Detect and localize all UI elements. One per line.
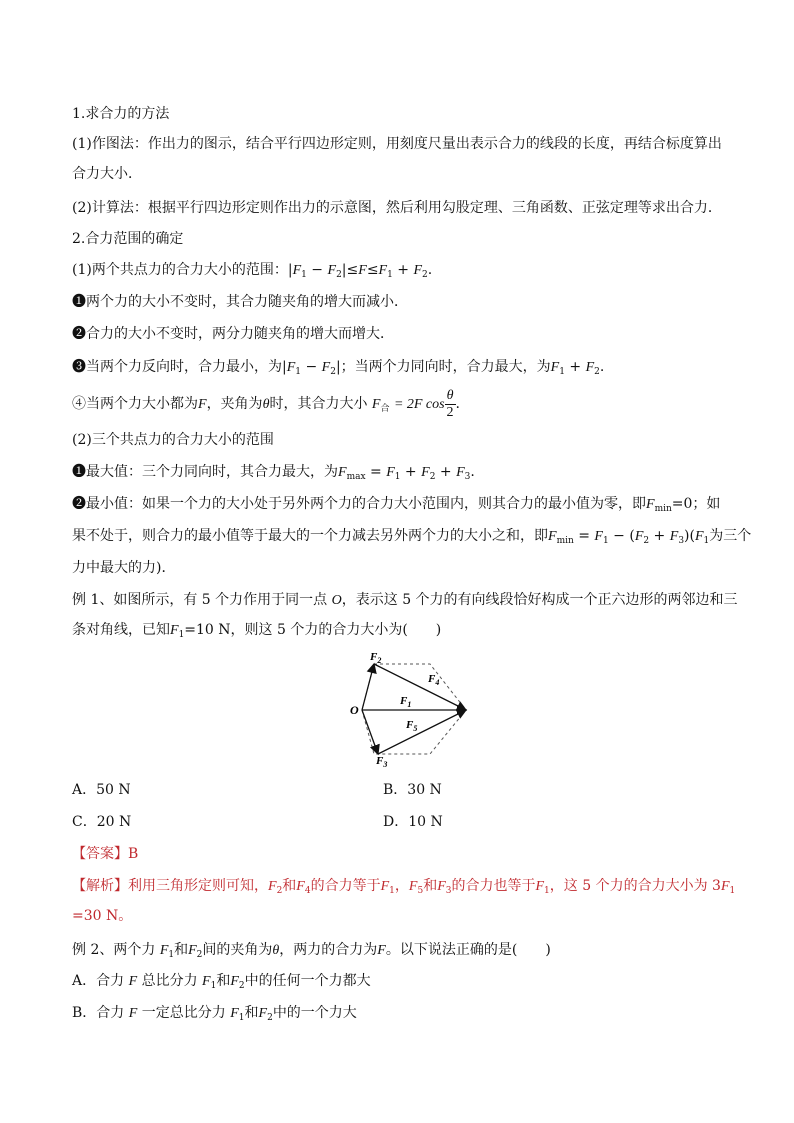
rule-item-3: ❸当两个力反向时，合力最小，为$|F_1 - F_2|$；当两个力同向时，合力最大，为$F_1 + F_2$. xyxy=(72,359,605,377)
example1-answer: 【答案】B xyxy=(72,846,139,862)
hexagon-force-diagram xyxy=(340,648,480,768)
section1-paragraph1-line2: 合力大小． xyxy=(72,166,142,182)
example1-analysis-line2: =30 N。 xyxy=(72,908,133,924)
vector-f4 xyxy=(374,664,466,710)
half-angle-fraction: $\frac{\theta}{2}$ xyxy=(446,387,454,420)
rule-item-4: ④当两个力大小都为F，夹角为θ时，其合力大小 $F_合 = 2F$ cos $\frac{\theta}{2}$ . xyxy=(72,387,460,420)
example2-question: 例 2、两个力 $F_1$和$F_2$间的夹角为θ，两力的合力为F。以下说法正确的是( ) xyxy=(72,942,551,960)
example1-analysis-line1: 【解析】利用三角形定则可知，$F_2$和$F_4$的合力等于$F_1$，$F_5$和$F_3$的合力也等于$F_1$，这 5 个力的合力大小为 $3F_1$ xyxy=(72,878,736,896)
label-f4: $F_4$ xyxy=(428,673,440,687)
min-value-rule-line1: ❷最小值：如果一个力的大小处于另外两个力的合力大小范围内，则其合力的最小值为零，即$F_{min}=0$；如 xyxy=(72,496,721,514)
section1-paragraph2: (2)计算法：根据平行四边形定则作出力的示意图，然后利用勾股定理、三角函数、正弦定理等求出合力． xyxy=(72,200,722,216)
label-f5: $F_5$ xyxy=(406,719,418,733)
example1-question-line1: 例 1、如图所示，有 5 个力作用于同一点 O，表示这 5 个力的有向线段恰好构成一个正六边形的两邻边和三 xyxy=(72,592,738,608)
min-value-rule-line2: 果不处于，则合力的最小值等于最大的一个力减去另外两个力的大小之和，即$F_{min} = F_1 - (F_2 + F_3)(F_1$为三个 xyxy=(72,528,752,546)
section1-title: 1.求合力的方法 xyxy=(72,106,170,122)
example1-option-c: C．20 N xyxy=(72,814,132,830)
example1-option-b: B．30 N xyxy=(383,782,442,798)
vector-f2 xyxy=(362,664,374,710)
section1-paragraph1-line1: (1)作图法：作出力的图示，结合平行四边形定则，用刻度尺量出表示合力的线段的长度，再结合标度算出 xyxy=(72,136,722,152)
vector-f5 xyxy=(378,710,466,754)
label-f2: $F_2$ xyxy=(370,651,382,665)
section2-title: 2.合力范围的确定 xyxy=(72,231,184,247)
example2-option-a: A．合力 F 总比分力 $F_1$和$F_2$中的任何一个力都大 xyxy=(72,973,371,991)
three-force-range-title: (2)三个共点力的合力大小的范围 xyxy=(72,432,274,448)
two-force-range: (1)两个共点力的合力大小的范围：$|F_1 - F_2|\le F\le F_1 + F_2$. xyxy=(72,262,433,280)
vector-f3 xyxy=(362,710,378,754)
example2-option-b: B．合力 F 一定总比分力 $F_1$和$F_2$中的一个力大 xyxy=(72,1005,357,1023)
rule-item-1: ❶两个力的大小不变时，其合力随夹角的增大而减小． xyxy=(72,294,408,310)
rule-item-2: ❷合力的大小不变时，两分力随夹角的增大而增大． xyxy=(72,326,394,342)
label-f3: $F_3$ xyxy=(376,755,388,768)
hexagon-outline xyxy=(362,664,466,754)
min-value-rule-line3: 力中最大的力)． xyxy=(72,560,176,576)
label-o: O xyxy=(350,703,359,717)
example1-option-d: D．10 N xyxy=(383,814,443,830)
max-value-rule: ❶最大值：三个力同向时，其合力最大，为$F_{max} = F_1 + F_2 + F_3$. xyxy=(72,464,475,482)
example1-question-line2: 条对角线，已知$F_1=10$ N，则这 5 个力的合力大小为( ) xyxy=(72,622,442,640)
example1-option-a: A．50 N xyxy=(72,782,131,798)
label-f1: $F_1$ xyxy=(400,695,412,709)
